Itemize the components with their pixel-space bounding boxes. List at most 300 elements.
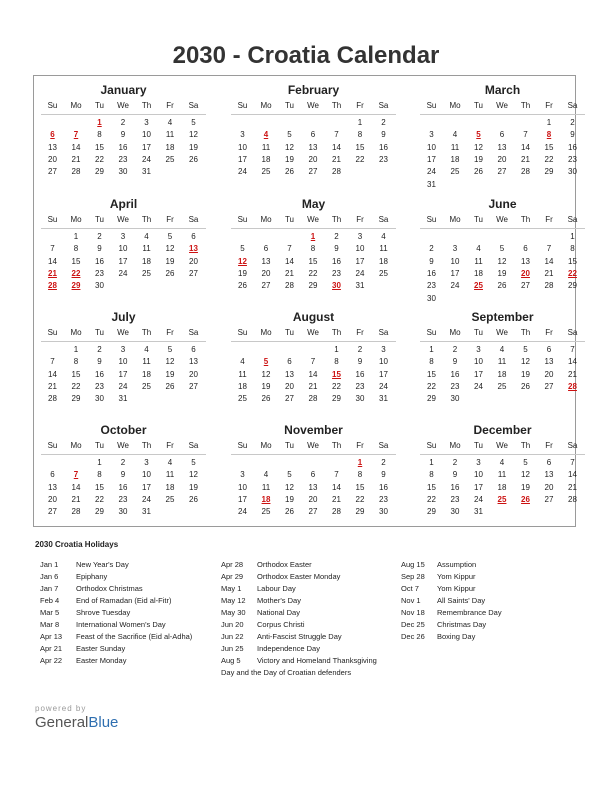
day-cell: 28 <box>71 167 81 177</box>
day-cell: 17 <box>427 154 436 164</box>
day-cell: 11 <box>238 369 247 379</box>
day-cell: 24 <box>355 268 365 278</box>
holiday-date: 6 <box>50 130 55 140</box>
holiday-row <box>221 643 351 655</box>
holiday-date: 21 <box>48 268 57 278</box>
day-cell: 12 <box>189 470 198 480</box>
weekday-header-row <box>420 214 585 229</box>
day-cell: 22 <box>95 494 104 504</box>
month-april <box>41 197 206 307</box>
day-cell: 30 <box>118 507 128 517</box>
day-cell: 3 <box>144 458 149 467</box>
day-cell: 19 <box>285 494 294 504</box>
day-cell: 14 <box>48 256 57 266</box>
holiday-date: 22 <box>71 268 81 278</box>
day-cell: 26 <box>474 167 483 177</box>
day-cell: 6 <box>310 130 316 140</box>
day-cell: 4 <box>452 130 458 140</box>
day-cell: 12 <box>521 470 530 480</box>
day-cell: 9 <box>120 130 126 140</box>
holiday-name: Mother's Day <box>257 596 301 605</box>
day-cell: 31 <box>142 507 151 517</box>
holiday-date: 7 <box>73 470 79 480</box>
day-cell: 23 <box>450 494 460 504</box>
day-cell: 27 <box>189 268 198 278</box>
month-name: April <box>109 197 138 211</box>
month-name: July <box>111 310 136 324</box>
day-cell: 5 <box>523 345 528 354</box>
day-cell: 6 <box>546 458 552 467</box>
weekday-header: Sa <box>567 215 578 224</box>
generalblue-wordmark <box>35 714 118 731</box>
day-cell: 16 <box>332 256 341 266</box>
day-cell: 2 <box>381 458 386 467</box>
month-january <box>41 83 206 193</box>
day-cell: 21 <box>568 482 577 492</box>
day-cell: 6 <box>499 130 505 140</box>
day-cell: 6 <box>191 345 196 354</box>
day-cell: 30 <box>379 507 388 517</box>
day-cell: 3 <box>452 244 458 254</box>
day-cell: 11 <box>261 142 271 152</box>
holiday-date-label: Nov 18 <box>401 608 425 617</box>
day-cell: 27 <box>48 167 57 177</box>
weekday-header: Fr <box>545 101 553 110</box>
weekday-header: Mo <box>70 328 82 337</box>
day-cell: 19 <box>189 142 198 152</box>
weekday-header: Tu <box>284 215 295 224</box>
day-cell: 14 <box>285 256 294 266</box>
holiday-date: 13 <box>189 244 198 254</box>
day-cell: 11 <box>261 482 271 492</box>
day-cell: 5 <box>287 130 292 140</box>
day-cell: 10 <box>238 482 247 492</box>
day-cell: 10 <box>379 357 388 367</box>
day-cell: 22 <box>71 381 81 391</box>
month-name: March <box>484 83 521 97</box>
day-cell: 27 <box>308 507 318 517</box>
day-cell: 17 <box>238 154 247 164</box>
day-cell: 22 <box>355 154 365 164</box>
day-cell: 2 <box>429 244 434 254</box>
day-cell: 5 <box>499 244 505 254</box>
day-cell: 3 <box>429 130 434 140</box>
holiday-date-label: Jan 1 <box>40 560 59 569</box>
day-cell: 8 <box>429 470 434 480</box>
weekday-header: Fr <box>356 441 364 450</box>
day-cell: 28 <box>285 281 294 291</box>
day-cell: 22 <box>95 154 104 164</box>
day-cell: 9 <box>570 130 575 140</box>
day-cell: 12 <box>497 256 507 266</box>
day-cell: 20 <box>189 256 198 266</box>
day-cell: 10 <box>474 357 483 367</box>
day-cell: 3 <box>240 130 245 140</box>
day-cell: 4 <box>476 244 481 254</box>
day-cell: 11 <box>142 357 151 367</box>
day-cell: 25 <box>261 167 271 177</box>
day-cell: 21 <box>568 369 577 379</box>
day-cell: 18 <box>165 482 175 492</box>
weekday-header-row <box>41 440 206 455</box>
weekday-header: Su <box>237 215 248 224</box>
day-cell: 5 <box>191 118 196 127</box>
day-cell: 31 <box>142 167 151 177</box>
day-cell: 26 <box>189 494 198 504</box>
day-cell: 30 <box>450 507 460 517</box>
day-cell: 22 <box>544 154 554 164</box>
day-cell: 29 <box>308 281 318 291</box>
holiday-name: Orthodox Easter <box>257 560 312 569</box>
day-cell: 14 <box>308 369 318 379</box>
day-cell: 21 <box>332 154 341 164</box>
day-cell: 16 <box>427 268 436 278</box>
weekday-header: We <box>496 441 508 450</box>
weekday-header: Th <box>141 441 152 450</box>
day-cell: 9 <box>97 244 102 254</box>
day-cell: 14 <box>521 142 530 152</box>
weekday-header: We <box>117 215 129 224</box>
day-cell: 4 <box>499 345 505 354</box>
day-cell: 15 <box>95 142 104 152</box>
day-cell: 2 <box>570 118 575 127</box>
month-name: May <box>301 197 326 211</box>
day-cell: 21 <box>521 154 530 164</box>
holiday-name: Easter Monday <box>76 656 127 665</box>
day-cell: 26 <box>521 381 530 391</box>
weekday-header: Th <box>141 328 152 337</box>
day-cell: 19 <box>521 482 530 492</box>
day-cell: 15 <box>427 369 436 379</box>
day-cell: 29 <box>355 507 365 517</box>
weekday-header: Fr <box>356 101 364 110</box>
day-cell: 24 <box>142 154 151 164</box>
holiday-date: 1 <box>310 232 316 241</box>
weekday-header: We <box>307 101 319 110</box>
day-cell: 5 <box>167 345 173 354</box>
day-cell: 29 <box>332 394 341 404</box>
day-cell: 13 <box>544 357 554 367</box>
holiday-name: End of Ramadan (Eid al-Fitr) <box>76 596 172 605</box>
day-cell: 16 <box>450 369 460 379</box>
day-cell: 24 <box>118 268 128 278</box>
weekday-header: Su <box>47 328 58 337</box>
weekday-header: Th <box>331 441 342 450</box>
day-cell: 8 <box>357 470 363 480</box>
day-cell: 11 <box>379 244 388 254</box>
holiday-row <box>221 655 377 667</box>
day-cell: 24 <box>450 281 460 291</box>
month-name: January <box>100 83 147 97</box>
day-cell: 14 <box>71 142 81 152</box>
weekday-header: Sa <box>378 215 389 224</box>
day-cell: 7 <box>334 470 339 480</box>
day-cell: 20 <box>544 482 554 492</box>
day-cell: 29 <box>544 167 554 177</box>
weekday-header: We <box>496 215 508 224</box>
day-cell: 17 <box>450 268 460 278</box>
day-cell: 10 <box>118 244 128 254</box>
day-cell: 3 <box>144 118 149 127</box>
day-cell: 20 <box>48 494 57 504</box>
day-cell: 13 <box>308 482 318 492</box>
day-cell: 27 <box>497 167 507 177</box>
month-november <box>231 423 396 533</box>
holiday-date-label: Nov 1 <box>401 596 421 605</box>
day-cell: 10 <box>142 130 151 140</box>
day-cell: 2 <box>120 118 126 127</box>
weekday-header: Su <box>47 441 58 450</box>
holiday-date-label: Jun 25 <box>221 644 244 653</box>
month-name: February <box>287 83 340 97</box>
weekday-header: Tu <box>284 441 295 450</box>
holiday-name: Yom Kippur <box>437 572 476 581</box>
weekday-header: Su <box>426 328 437 337</box>
holiday-name: Labour Day <box>257 584 296 593</box>
day-cell: 15 <box>71 369 81 379</box>
weekday-header: Su <box>237 101 248 110</box>
day-cell: 27 <box>48 507 57 517</box>
month-december <box>420 423 585 533</box>
month-september <box>420 310 585 420</box>
day-cell: 22 <box>427 381 436 391</box>
day-cell: 29 <box>71 394 81 404</box>
holiday-date: 1 <box>97 118 102 127</box>
day-cell: 23 <box>427 281 436 291</box>
holiday-name: Yom Kippur <box>437 584 476 593</box>
weekday-header: Su <box>426 215 437 224</box>
weekday-header: Su <box>237 441 248 450</box>
day-cell: 19 <box>497 268 507 278</box>
day-cell: 18 <box>497 369 507 379</box>
holiday-date-label: Jan 6 <box>40 572 59 581</box>
day-cell: 11 <box>497 357 507 367</box>
day-cell: 3 <box>120 232 126 241</box>
weekday-header: Tu <box>284 101 295 110</box>
day-cell: 17 <box>118 256 128 266</box>
day-cell: 27 <box>521 281 530 291</box>
day-cell: 8 <box>97 470 102 480</box>
holiday-name: Shrove Tuesday <box>76 608 131 617</box>
day-cell: 13 <box>285 369 294 379</box>
holiday-row <box>221 607 351 619</box>
weekday-header: Mo <box>449 328 461 337</box>
day-cell: 19 <box>165 256 175 266</box>
weekday-header: We <box>307 441 319 450</box>
day-cell: 15 <box>71 256 81 266</box>
day-cell: 15 <box>95 482 104 492</box>
day-cell: 26 <box>497 281 507 291</box>
day-cell: 26 <box>285 507 294 517</box>
holiday-date: 5 <box>263 357 269 367</box>
weekday-header: Tu <box>94 101 105 110</box>
day-cell: 24 <box>474 381 483 391</box>
holiday-name: Corpus Christi <box>257 620 305 629</box>
day-cell: 15 <box>355 142 365 152</box>
weekday-header-row <box>231 327 396 342</box>
day-cell: 8 <box>73 357 79 367</box>
weekday-header: Th <box>141 101 152 110</box>
day-cell: 6 <box>287 357 292 367</box>
day-cell: 25 <box>497 381 507 391</box>
day-cell: 25 <box>165 154 175 164</box>
day-cell: 26 <box>238 281 247 291</box>
weekday-header: Th <box>520 101 531 110</box>
day-cell: 1 <box>429 458 434 467</box>
weekday-header: Tu <box>284 328 295 337</box>
day-cell: 31 <box>118 394 128 404</box>
day-cell: 20 <box>308 494 318 504</box>
day-cell: 13 <box>189 357 198 367</box>
day-cell: 23 <box>379 494 388 504</box>
weekday-header: Tu <box>473 101 484 110</box>
day-cell: 1 <box>73 345 79 354</box>
day-cell: 8 <box>310 244 316 254</box>
weekday-header: Mo <box>449 441 461 450</box>
day-cell: 8 <box>570 244 575 254</box>
day-cell: 3 <box>381 345 386 354</box>
holiday-date-label: Apr 22 <box>40 656 63 665</box>
holiday-date: 30 <box>332 281 341 291</box>
weekday-header: Th <box>331 328 342 337</box>
day-cell: 9 <box>334 244 339 254</box>
weekday-header: Mo <box>70 441 82 450</box>
holiday-name: Easter Sunday <box>76 644 126 653</box>
day-cell: 6 <box>546 345 552 354</box>
day-cell: 24 <box>118 381 128 391</box>
day-cell: 25 <box>142 268 151 278</box>
weekday-header-row <box>231 214 396 229</box>
day-cell: 28 <box>48 394 57 404</box>
day-cell: 14 <box>568 470 577 480</box>
day-cell: 22 <box>332 381 341 391</box>
weekday-header: Sa <box>378 328 389 337</box>
month-name: November <box>284 423 343 437</box>
day-cell: 25 <box>450 167 460 177</box>
weekday-header-row <box>41 214 206 229</box>
day-cell: 28 <box>332 507 341 517</box>
day-cell: 7 <box>310 357 316 367</box>
day-cell: 11 <box>142 244 151 254</box>
day-cell: 19 <box>189 482 198 492</box>
day-cell: 14 <box>544 256 554 266</box>
weekday-header: Tu <box>473 441 484 450</box>
day-cell: 4 <box>167 458 173 467</box>
day-cell: 9 <box>357 357 363 367</box>
day-cell: 5 <box>523 458 528 467</box>
day-cell: 25 <box>261 507 271 517</box>
day-cell: 17 <box>142 142 151 152</box>
day-cell: 10 <box>474 470 483 480</box>
day-cell: 10 <box>238 142 247 152</box>
day-cell: 29 <box>568 281 577 291</box>
holiday-name: Anti-Fascist Struggle Day <box>257 632 342 641</box>
weekday-header: We <box>496 328 508 337</box>
holiday-date: 25 <box>474 281 483 291</box>
brand-general: General <box>35 714 89 731</box>
holiday-name: Victory and Homeland Thanksgiving <box>257 656 377 665</box>
day-cell: 29 <box>427 507 436 517</box>
day-cell: 27 <box>189 381 198 391</box>
weekday-header: Th <box>331 215 342 224</box>
holiday-date: 22 <box>568 268 577 278</box>
day-cell: 30 <box>95 394 104 404</box>
day-cell: 7 <box>50 244 55 254</box>
holiday-name-continued: Day and the Day of Croatian defenders <box>221 668 352 677</box>
weekday-header: Th <box>331 101 342 110</box>
day-cell: 12 <box>285 482 294 492</box>
holiday-date-label: Oct 7 <box>401 584 419 593</box>
day-cell: 25 <box>165 494 175 504</box>
weekday-header: Tu <box>94 328 105 337</box>
day-cell: 12 <box>521 357 530 367</box>
day-cell: 29 <box>427 394 436 404</box>
weekday-header: Sa <box>188 215 199 224</box>
day-cell: 26 <box>261 394 271 404</box>
brand-blue: Blue <box>88 714 119 731</box>
day-cell: 17 <box>142 482 151 492</box>
day-cell: 23 <box>95 381 104 391</box>
holiday-date: 26 <box>521 494 530 504</box>
weekday-header-row <box>41 327 206 342</box>
holiday-date-label: May 1 <box>221 584 242 593</box>
holiday-date-label: Apr 21 <box>40 644 63 653</box>
day-cell: 3 <box>120 345 126 354</box>
day-cell: 18 <box>142 369 151 379</box>
weekday-header: Sa <box>378 441 389 450</box>
day-cell: 21 <box>71 494 81 504</box>
day-cell: 3 <box>476 345 481 354</box>
holiday-date: 25 <box>497 494 507 504</box>
day-cell: 16 <box>95 369 104 379</box>
weekday-header: Fr <box>166 328 174 337</box>
weekday-header: Tu <box>94 215 105 224</box>
month-february <box>231 83 396 193</box>
day-cell: 4 <box>144 232 149 241</box>
weekday-header: Fr <box>545 328 553 337</box>
day-cell: 2 <box>334 232 339 241</box>
day-cell: 31 <box>427 179 436 189</box>
day-cell: 4 <box>240 357 245 367</box>
weekday-header-row <box>420 100 585 115</box>
day-cell: 15 <box>568 256 577 266</box>
day-cell: 18 <box>379 256 388 266</box>
weekday-header: Mo <box>260 101 272 110</box>
holiday-date: 28 <box>48 281 57 291</box>
day-cell: 15 <box>355 482 365 492</box>
day-cell: 2 <box>120 458 126 467</box>
weekday-header: Fr <box>166 215 174 224</box>
holiday-row <box>221 631 351 643</box>
day-cell: 30 <box>427 293 436 303</box>
day-cell: 1 <box>334 345 339 354</box>
day-cell: 11 <box>165 130 175 140</box>
day-cell: 4 <box>263 470 269 480</box>
holiday-date: 4 <box>263 130 269 140</box>
day-cell: 13 <box>48 142 57 152</box>
weekday-header: Th <box>520 328 531 337</box>
day-cell: 6 <box>310 470 316 480</box>
day-cell: 8 <box>334 357 339 367</box>
month-july <box>41 310 206 420</box>
holiday-date: 28 <box>568 381 577 391</box>
weekday-header: We <box>117 101 129 110</box>
day-cell: 9 <box>381 470 386 480</box>
holiday-date-label: Apr 13 <box>40 632 63 641</box>
holiday-date: 15 <box>332 369 341 379</box>
day-cell: 7 <box>334 130 339 140</box>
day-cell: 21 <box>285 268 294 278</box>
